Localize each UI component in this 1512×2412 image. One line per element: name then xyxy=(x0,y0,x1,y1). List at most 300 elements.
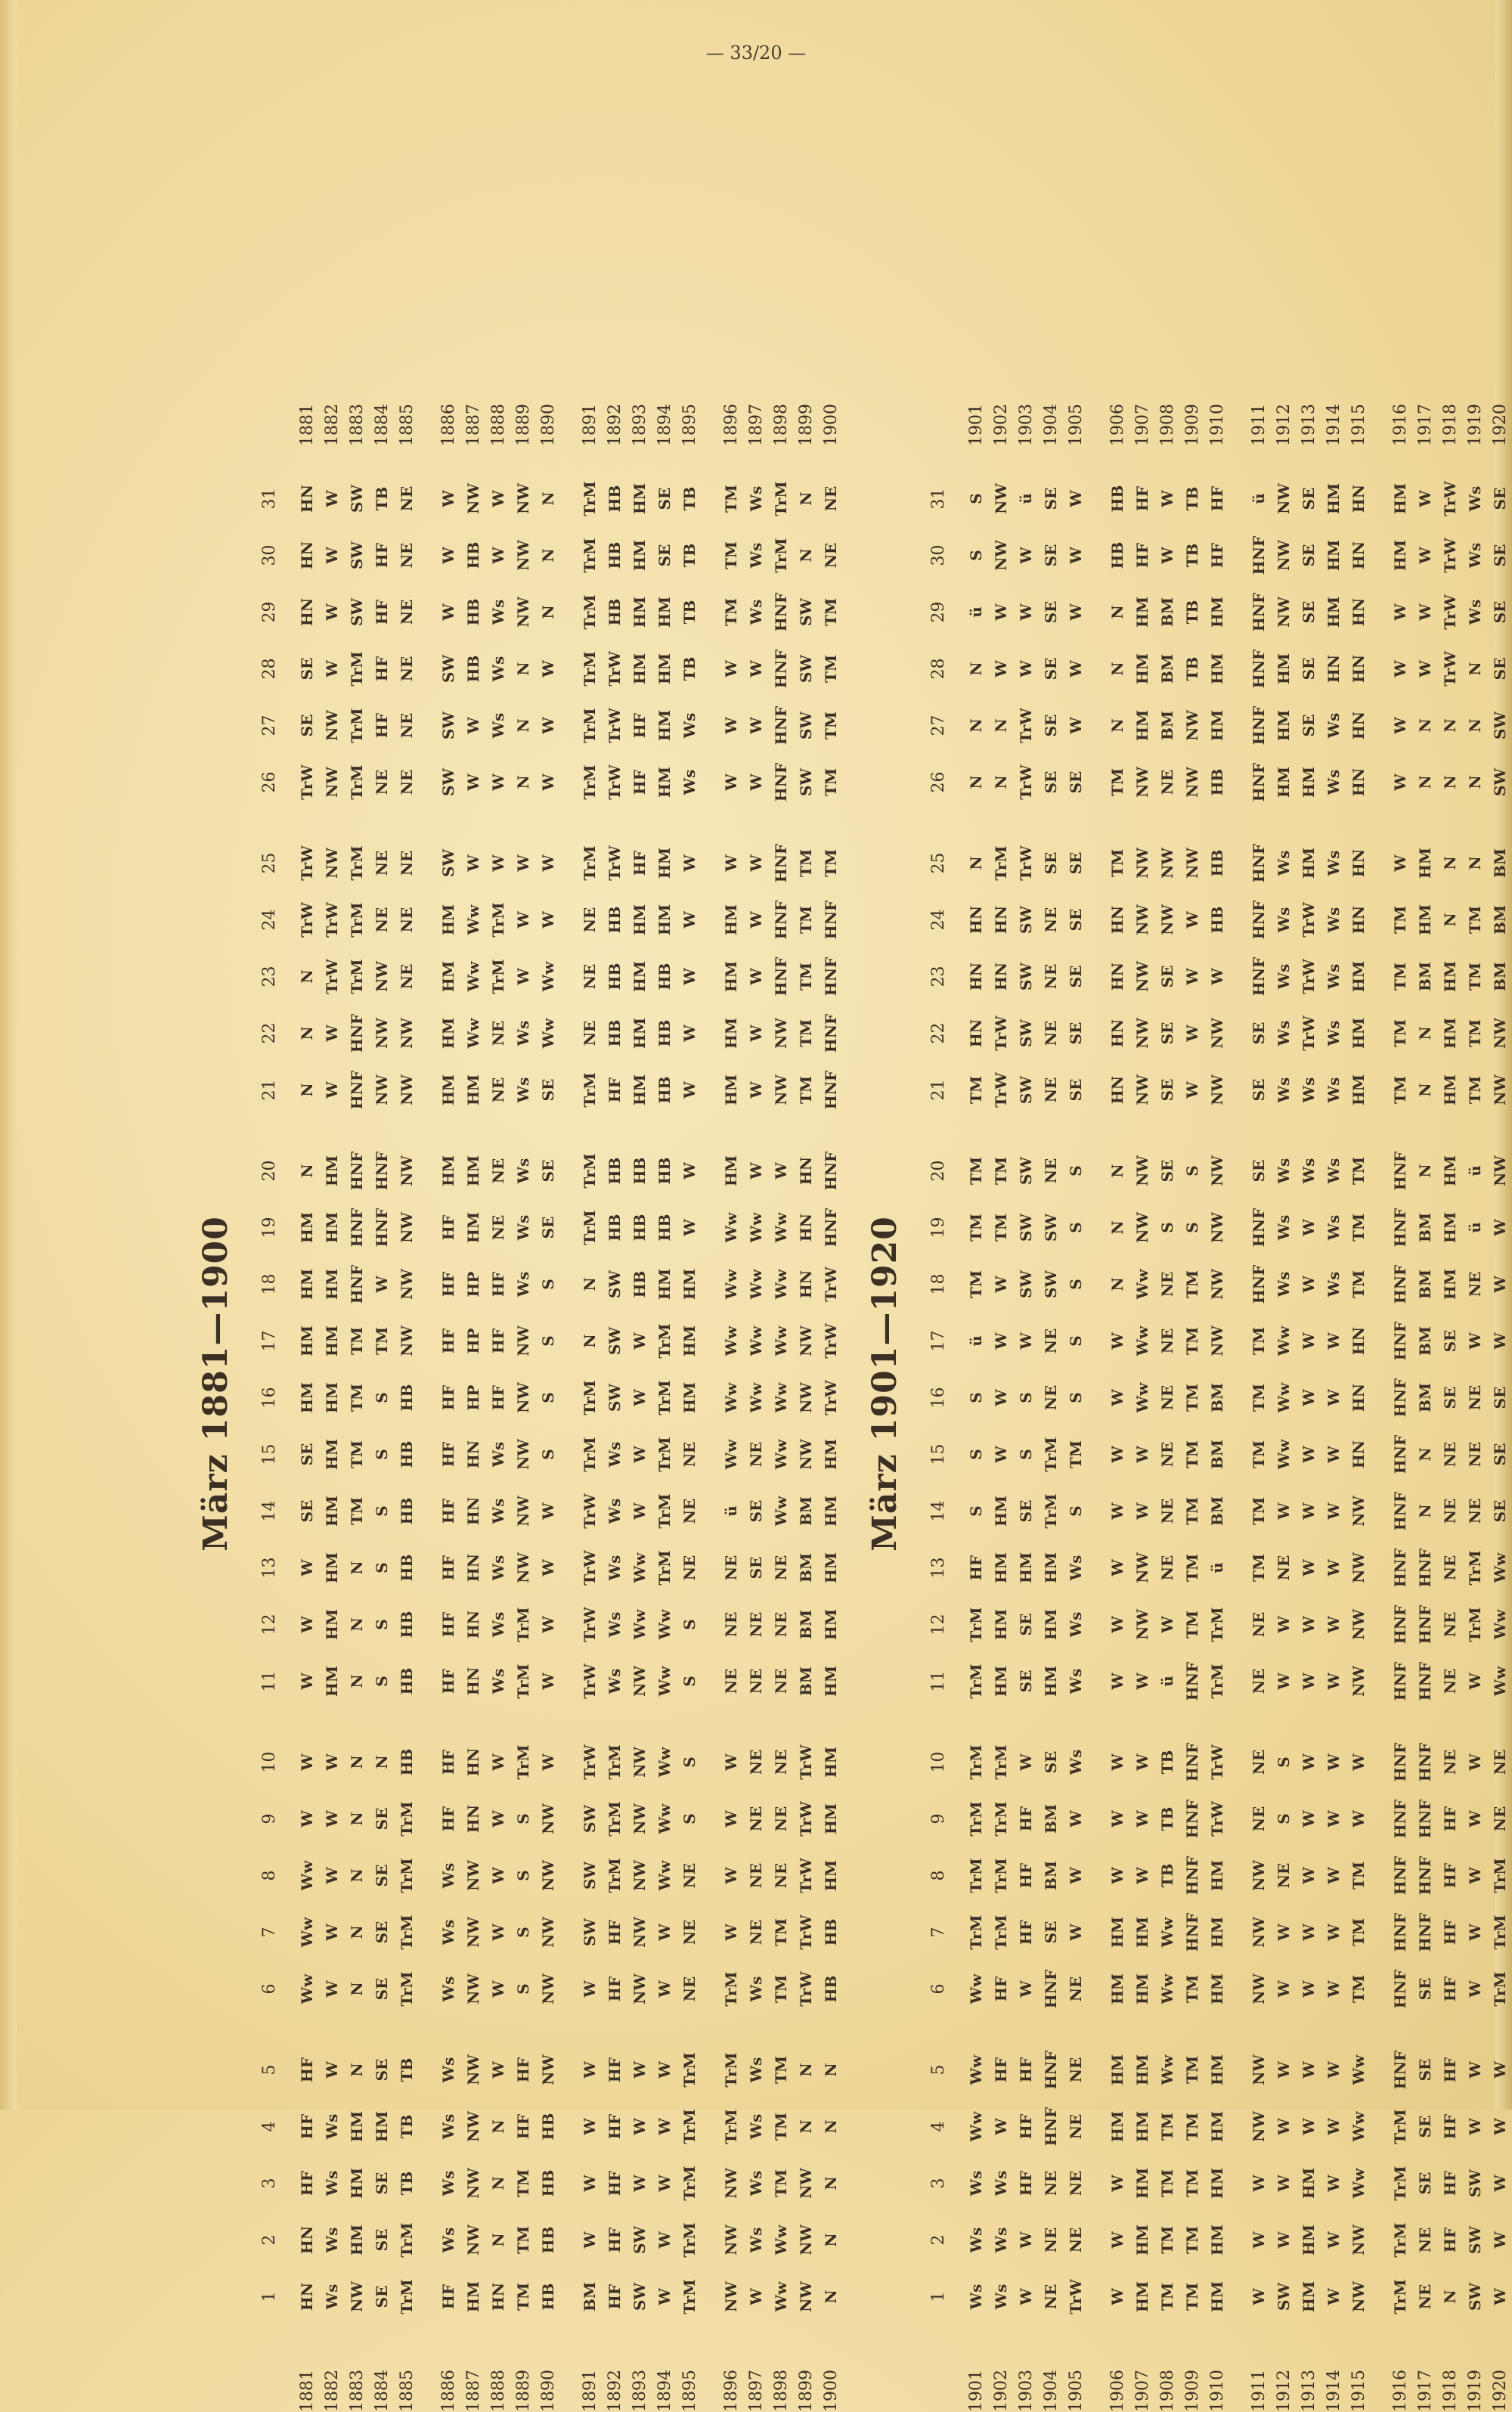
weather-type-code: TM xyxy=(1183,1496,1201,1526)
weather-type-code: SE xyxy=(1067,770,1085,794)
weather-type-code: TrM xyxy=(398,2222,416,2258)
weather-type-code: N xyxy=(1416,1083,1434,1097)
weather-type-code: TM xyxy=(967,1270,985,1299)
weather-type-code: HNF xyxy=(1391,2050,1409,2090)
weather-type-code: W xyxy=(655,2175,674,2192)
weather-type-code: NE xyxy=(1250,1611,1268,1638)
weather-cells xyxy=(370,470,395,2325)
weather-type-code: NE xyxy=(1158,769,1176,795)
weather-type-code: NE xyxy=(680,1555,699,1581)
weather-type-code: N xyxy=(581,1277,599,1291)
weather-type-code: Ws xyxy=(1325,850,1343,876)
weather-cells xyxy=(1039,470,1064,2325)
table-row xyxy=(1297,355,1321,2412)
weather-type-code: HB xyxy=(1208,768,1226,796)
weather-type-code: Ws xyxy=(439,2170,457,2197)
weather-type-code: W xyxy=(1391,717,1409,734)
weather-type-code: N xyxy=(348,1755,366,1769)
weather-type-code: W xyxy=(1325,1559,1343,1576)
table-row xyxy=(719,355,744,2412)
weather-type-code: HM xyxy=(822,1859,840,1892)
weather-type-code: NW xyxy=(373,1074,391,1105)
weather-cells xyxy=(1297,470,1321,2325)
weather-type-code: BM xyxy=(1158,710,1176,741)
weather-type-code: HNF xyxy=(822,1208,840,1248)
weather-type-code: HM xyxy=(1208,709,1226,742)
day-number: 25 xyxy=(929,852,948,874)
weather-type-code: Ws xyxy=(1325,769,1343,795)
weather-type-code: NE xyxy=(1441,1498,1459,1524)
weather-type-code: TM xyxy=(822,597,840,627)
day-number: 7 xyxy=(260,1927,279,1938)
weather-type-code: TrW xyxy=(797,1858,815,1893)
weather-type-code: S xyxy=(967,1449,985,1460)
weather-type-code: S xyxy=(539,1279,557,1290)
weather-type-code: W xyxy=(323,490,341,507)
weather-type-code: TM xyxy=(992,1156,1010,1186)
weather-type-code: HM xyxy=(1208,1859,1226,1892)
weather-type-code: TM xyxy=(797,1018,815,1048)
weather-type-code: W xyxy=(489,490,507,507)
weather-type-code: W xyxy=(1300,1332,1318,1350)
weather-type-code: SW xyxy=(606,1270,624,1298)
weather-type-code: TrM xyxy=(680,2279,699,2314)
year-label-right: 1901 xyxy=(967,404,986,446)
weather-type-code: TM xyxy=(772,1918,790,1947)
weather-type-code: N xyxy=(489,2176,507,2190)
weather-type-code: TrW xyxy=(581,1550,599,1586)
weather-type-code: SW xyxy=(797,712,815,739)
weather-type-code: W xyxy=(1325,1616,1343,1633)
year-label: 1887 xyxy=(464,2370,483,2412)
weather-type-code: W xyxy=(1208,968,1226,985)
weather-type-code: SW xyxy=(1466,2169,1484,2197)
day-number: 11 xyxy=(929,1670,948,1692)
weather-type-code: W xyxy=(1466,1924,1484,1941)
weather-type-code: W xyxy=(1067,547,1085,564)
weather-type-code: TrW xyxy=(1300,959,1318,994)
weather-type-code: W xyxy=(1108,1332,1126,1350)
weather-type-code: W xyxy=(489,774,507,791)
weather-type-code: HF xyxy=(439,2283,457,2310)
weather-type-code: W xyxy=(631,1446,649,1463)
weather-type-code: Ws xyxy=(1325,907,1343,933)
weather-type-code: NE xyxy=(1466,1498,1484,1524)
weather-type-code: TrW xyxy=(323,902,341,938)
weather-type-code: TM xyxy=(967,1213,985,1242)
weather-type-code: HNF xyxy=(1391,1604,1409,1645)
weather-type-code: NE xyxy=(489,1158,507,1184)
weather-type-code: NE xyxy=(747,1668,765,1694)
table-row xyxy=(1438,355,1463,2412)
weather-type-code: TM xyxy=(1158,2169,1176,2198)
weather-type-code: HF xyxy=(439,1806,457,1832)
year-label: 1913 xyxy=(1300,2370,1318,2412)
weather-type-code: TrM xyxy=(722,2109,740,2144)
weather-type-code: HM xyxy=(1017,1552,1035,1584)
weather-type-code: TB xyxy=(373,486,391,511)
weather-type-code: Ww xyxy=(539,1018,557,1049)
weather-type-code: Ww xyxy=(464,904,482,935)
weather-type-code: W xyxy=(1133,1753,1151,1771)
year-label-right: 1895 xyxy=(680,404,699,446)
year-label: 1915 xyxy=(1349,2370,1368,2412)
weather-type-code: Ww xyxy=(722,1325,740,1356)
weather-type-code: W xyxy=(747,660,765,677)
weather-type-code: HB xyxy=(398,1611,416,1638)
table-row xyxy=(1346,355,1371,2412)
weather-cells xyxy=(1155,470,1180,2325)
weather-type-code: SE xyxy=(1158,1078,1176,1102)
weather-type-code: N xyxy=(1466,856,1484,870)
weather-type-code: HNF xyxy=(822,1070,840,1110)
year-label: 1905 xyxy=(1067,2370,1086,2412)
table-row xyxy=(1130,355,1155,2412)
table-row xyxy=(1039,355,1064,2412)
weather-type-code: TM xyxy=(822,711,840,740)
weather-type-code: Ws xyxy=(747,599,765,625)
weather-type-code: NE xyxy=(1275,1555,1293,1581)
weather-type-code: NE xyxy=(1042,1158,1060,1184)
weather-cells xyxy=(769,470,794,2325)
weather-type-code: W xyxy=(1275,2231,1293,2249)
weather-type-code: N xyxy=(822,2233,840,2247)
weather-type-code: HNF xyxy=(1391,1799,1409,1839)
weather-type-code: N xyxy=(539,605,557,619)
weather-type-code: N xyxy=(797,548,815,563)
weather-type-code: W xyxy=(722,854,740,872)
weather-type-code: HM xyxy=(722,960,740,993)
weather-type-code: HF xyxy=(606,1976,624,2002)
weather-type-code: N xyxy=(1441,718,1459,733)
weather-type-code: W xyxy=(747,1025,765,1042)
weather-type-code: NE xyxy=(398,599,416,625)
weather-type-code: TM xyxy=(1349,1213,1368,1242)
weather-type-code: W xyxy=(722,1810,740,1828)
year-label-right: 1891 xyxy=(581,404,600,446)
weather-type-code: NW xyxy=(631,1666,649,1697)
weather-type-code: BM xyxy=(797,1666,815,1697)
weather-type-code: NW xyxy=(539,1860,557,1891)
weather-type-code: Ww xyxy=(1275,1439,1293,1470)
day-number: 3 xyxy=(260,2178,279,2189)
weather-type-code: HF xyxy=(606,2170,624,2197)
weather-type-code: HF xyxy=(373,656,391,682)
weather-type-code: SW xyxy=(1017,1076,1035,1104)
weather-type-code: HF xyxy=(606,2227,624,2253)
weather-type-code: TM xyxy=(1108,767,1126,797)
weather-type-code: Ws xyxy=(514,1158,532,1184)
day-number: 12 xyxy=(929,1614,948,1635)
table-row xyxy=(461,355,486,2412)
weather-type-code: HM xyxy=(464,2280,482,2313)
weather-type-code: SE xyxy=(298,657,316,681)
weather-type-code: W xyxy=(1017,2288,1035,2305)
weather-type-code: SE xyxy=(1042,1921,1060,1944)
weather-type-code: NE xyxy=(1042,2170,1060,2197)
weather-type-code: TrM xyxy=(1391,2222,1409,2258)
weather-cells xyxy=(1488,470,1512,2325)
weather-type-code: Ww xyxy=(747,1325,765,1356)
weather-type-code: HB xyxy=(1108,541,1126,569)
table-row xyxy=(578,355,603,2412)
weather-type-code: HM xyxy=(1133,2167,1151,2200)
weather-type-code: S xyxy=(1158,1222,1176,1233)
weather-type-code: Ws xyxy=(439,2227,457,2253)
weather-type-code: HF xyxy=(439,1668,457,1694)
weather-type-code: HNF xyxy=(1391,1208,1409,1248)
year-label-right: 1908 xyxy=(1158,404,1177,446)
weather-type-code: Ww xyxy=(655,1747,674,1778)
weather-type-code: Ww xyxy=(1349,2111,1368,2142)
weather-type-code: SE xyxy=(1042,714,1060,737)
weather-type-code: HB xyxy=(539,2226,557,2254)
weather-type-code: HM xyxy=(1441,1211,1459,1244)
weather-type-code: Ws xyxy=(1275,1020,1293,1046)
weather-type-code: SE xyxy=(298,714,316,737)
weather-type-code: TrW xyxy=(797,1971,815,2007)
weather-type-code: W xyxy=(539,854,557,872)
weather-type-code: TM xyxy=(1349,1270,1368,1299)
weather-type-code: NE xyxy=(398,712,416,739)
weather-type-code: TM xyxy=(348,1440,366,1469)
year-label-right: 1919 xyxy=(1466,404,1485,446)
day-number: 6 xyxy=(260,1983,279,1995)
weather-type-code: Ww xyxy=(1491,1552,1509,1583)
weather-type-code: Ws xyxy=(1067,1668,1085,1694)
weather-type-code: BM xyxy=(1208,1439,1226,1470)
weather-type-code: HF xyxy=(514,2057,532,2083)
day-number: 29 xyxy=(929,601,948,623)
weather-type-code: HB xyxy=(464,655,482,683)
weather-type-code: S xyxy=(539,1392,557,1403)
weather-type-code: NE xyxy=(1158,1328,1176,1354)
year-label-right: 1899 xyxy=(797,404,816,446)
year-label-right: 1881 xyxy=(298,404,317,446)
weather-type-code: NW xyxy=(514,1496,532,1527)
weather-type-code: SE xyxy=(1067,908,1085,932)
weather-type-code: W xyxy=(1108,2175,1126,2192)
weather-type-code: HNF xyxy=(1416,1604,1434,1645)
weather-type-code: Ws xyxy=(439,1919,457,1945)
weather-type-code: HNF xyxy=(1183,1799,1201,1839)
weather-type-code: HM xyxy=(1441,1017,1459,1049)
weather-type-code: HNF xyxy=(1391,1661,1409,1701)
weather-type-code: SW xyxy=(439,655,457,683)
weather-type-code: N xyxy=(348,1925,366,1939)
weather-type-code: HM xyxy=(631,1074,649,1106)
weather-type-code: TrM xyxy=(581,594,599,630)
weather-type-code: HNF xyxy=(1183,1856,1201,1896)
weather-type-code: HNF xyxy=(373,1151,391,1191)
weather-type-code: NW xyxy=(1208,1074,1226,1105)
weather-type-code: S xyxy=(373,1505,391,1517)
weather-type-code: HNF xyxy=(1391,1321,1409,1361)
weather-type-code: TM xyxy=(1250,1496,1268,1526)
weather-type-code: NW xyxy=(398,1074,416,1105)
weather-type-code: W xyxy=(655,2231,674,2249)
weather-type-code: N xyxy=(1416,1447,1434,1462)
day-number: 15 xyxy=(929,1443,948,1465)
weather-type-code: NE xyxy=(772,1862,790,1889)
weather-type-code: W xyxy=(631,1502,649,1520)
weather-type-code: Ws xyxy=(1067,1749,1085,1775)
weather-type-code: TrM xyxy=(1391,2109,1409,2144)
year-label: 1909 xyxy=(1183,2370,1202,2412)
weather-type-code: SE xyxy=(747,1556,765,1580)
weather-type-code: S xyxy=(967,550,985,561)
weather-type-code: HN xyxy=(1349,541,1368,570)
weather-type-code: TM xyxy=(822,654,840,684)
weather-type-code: BM xyxy=(1208,1382,1226,1413)
weather-type-code: W xyxy=(655,2061,674,2079)
weather-type-code: HM xyxy=(631,960,649,993)
weather-type-code: S xyxy=(514,1927,532,1938)
weather-type-code: HF xyxy=(1208,485,1226,512)
weather-type-code: HM xyxy=(1208,1916,1226,1949)
weather-type-code: HNF xyxy=(1250,592,1268,632)
weather-type-code: TrM xyxy=(967,1858,985,1893)
weather-type-code: W xyxy=(581,1980,599,1998)
weather-type-code: HF xyxy=(1441,1806,1459,1832)
weather-type-code: NW xyxy=(1133,961,1151,992)
weather-type-code: W xyxy=(1017,660,1035,677)
year-label-right: 1885 xyxy=(398,404,417,446)
weather-type-code: TrM xyxy=(581,1210,599,1245)
weather-type-code: NE xyxy=(1158,1498,1176,1524)
weather-type-code: SE xyxy=(1250,1022,1268,1045)
weather-type-code: SE xyxy=(1491,1499,1509,1523)
weather-type-code: SW xyxy=(1017,1214,1035,1242)
weather-type-code: HF xyxy=(1017,1919,1035,1945)
weather-type-code: BM xyxy=(1416,961,1434,992)
weather-type-code: W xyxy=(1133,1810,1151,1828)
year-label-right: 1898 xyxy=(772,404,791,446)
table-row xyxy=(1205,355,1230,2412)
weather-type-code: HM xyxy=(298,1268,316,1301)
weather-type-code: TrM xyxy=(581,764,599,800)
weather-type-code: NE xyxy=(1042,907,1060,933)
weather-type-code: SE xyxy=(1300,600,1318,624)
weather-type-code: TM xyxy=(797,962,815,991)
weather-type-code: HN xyxy=(1349,711,1368,740)
weather-type-code: W xyxy=(1325,1332,1343,1350)
section-title: März 1881—1900 xyxy=(197,1216,235,1552)
weather-type-code: HM xyxy=(1441,1268,1459,1301)
weather-type-code: HM xyxy=(1133,1973,1151,2005)
weather-type-code: HNF xyxy=(772,762,790,802)
weather-type-code: HNF xyxy=(1250,762,1268,802)
weather-type-code: HNF xyxy=(348,1151,366,1191)
weather-type-code: W xyxy=(1250,2175,1268,2192)
weather-type-code: HM xyxy=(298,1211,316,1244)
weather-type-code: HM xyxy=(348,2110,366,2143)
weather-type-code: HB xyxy=(606,906,624,934)
year-label-right: 1915 xyxy=(1349,404,1368,446)
weather-type-code: SE xyxy=(1017,1669,1035,1693)
weather-type-code: HB xyxy=(398,1440,416,1468)
weather-type-code: W xyxy=(1491,2175,1509,2192)
weather-type-code: TrM xyxy=(992,1914,1010,1950)
weather-type-code: TrW xyxy=(1208,1801,1226,1837)
weather-type-code: NW xyxy=(1133,1155,1151,1186)
weather-type-code: HN xyxy=(1349,654,1368,684)
weather-type-code: NW xyxy=(514,597,532,628)
weather-type-code: TB xyxy=(1158,1863,1176,1888)
day-number: 2 xyxy=(260,2234,279,2246)
weather-type-code: HM xyxy=(655,766,674,798)
weather-type-code: HM xyxy=(1208,2110,1226,2143)
year-label-right: 1892 xyxy=(606,404,624,446)
weather-type-code: Ws xyxy=(439,2113,457,2140)
weather-type-code: TM xyxy=(1183,1610,1201,1639)
weather-type-code: N xyxy=(992,775,1010,789)
table-row xyxy=(1247,355,1272,2412)
weather-type-code: W xyxy=(1108,1867,1126,1884)
weather-type-code: SW xyxy=(1275,2283,1293,2311)
weather-type-code: TrM xyxy=(514,1607,532,1642)
year-label: 1899 xyxy=(797,2370,816,2412)
weather-cells xyxy=(461,470,486,2325)
weather-type-code: W xyxy=(489,1810,507,1828)
weather-type-code: HM xyxy=(1300,2280,1318,2313)
weather-type-code: W xyxy=(298,1753,316,1771)
year-label: 1884 xyxy=(373,2370,392,2412)
weather-type-code: W xyxy=(722,774,740,791)
weather-type-code: N xyxy=(1416,1504,1434,1518)
weather-type-code: NW xyxy=(514,1552,532,1583)
weather-type-code: N xyxy=(1108,1164,1126,1178)
weather-type-code: W xyxy=(539,1753,557,1771)
weather-type-code: TrM xyxy=(655,1380,674,1415)
weather-type-code: W xyxy=(581,2231,599,2249)
weather-type-code: NW xyxy=(1133,904,1151,935)
year-label-right: 1894 xyxy=(655,404,674,446)
weather-type-code: S xyxy=(373,1392,391,1403)
weather-type-code: W xyxy=(539,1502,557,1520)
weather-type-code: Ww xyxy=(1349,2054,1368,2085)
weather-type-code: NE xyxy=(1441,1749,1459,1775)
weather-type-code: TrM xyxy=(489,902,507,938)
weather-type-code: TrM xyxy=(489,959,507,994)
weather-type-code: Ws xyxy=(1325,1271,1343,1297)
weather-type-code: SE xyxy=(373,1921,391,1944)
weather-type-code: W xyxy=(680,1025,699,1042)
weather-type-code: NW xyxy=(398,1269,416,1300)
weather-type-code: HM xyxy=(1208,1973,1226,2005)
weather-type-code: TM xyxy=(1183,1974,1201,2004)
weather-type-code: Ww xyxy=(967,2054,985,2085)
weather-type-code: Ws xyxy=(1067,1611,1085,1638)
weather-type-code: HNF xyxy=(1250,843,1268,883)
weather-type-code: S xyxy=(514,1983,532,1995)
weather-type-code: S xyxy=(1067,1335,1085,1347)
weather-type-code: TM xyxy=(348,1496,366,1526)
weather-type-code: Ws xyxy=(606,1555,624,1581)
weather-type-code: SE xyxy=(1416,2058,1434,2082)
weather-type-code: SE xyxy=(1416,2115,1434,2138)
weather-type-code: W xyxy=(1183,1025,1201,1042)
weather-type-code: HB xyxy=(655,1019,674,1047)
weather-type-code: HB xyxy=(606,1214,624,1242)
weather-type-code: NW xyxy=(722,2224,740,2255)
weather-type-code: HM xyxy=(439,1017,457,1049)
weather-type-code: W xyxy=(1325,1673,1343,1690)
year-label-right: 1911 xyxy=(1250,404,1269,446)
year-label-right: 1893 xyxy=(631,404,649,446)
year-label-right: 1902 xyxy=(992,404,1011,446)
weather-type-code: Ws xyxy=(514,1271,532,1297)
